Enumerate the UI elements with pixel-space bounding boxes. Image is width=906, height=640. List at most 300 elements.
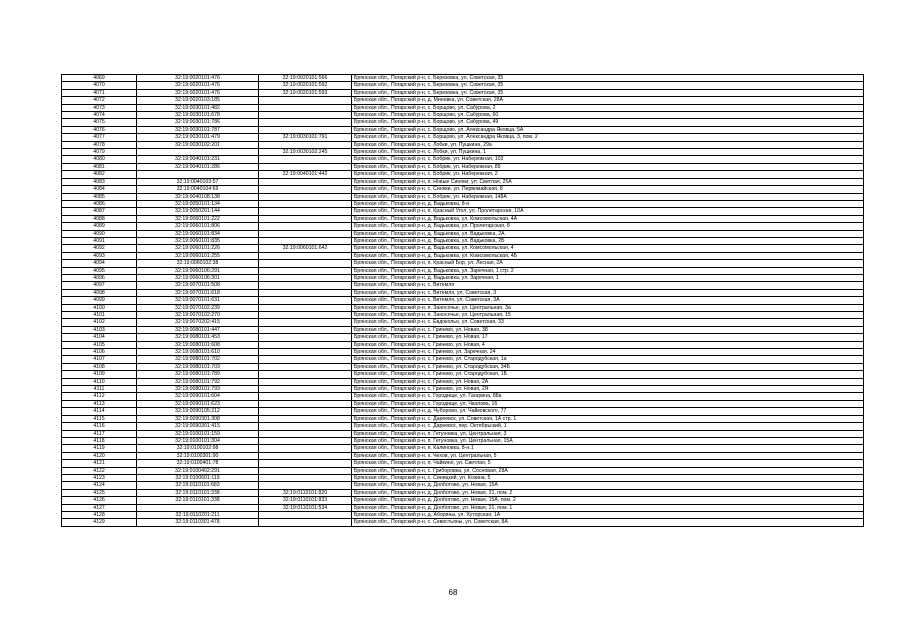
address-cell: Брянская обл., Погарский р-н, д. Долботово, ул. Новая, 21, пом. 1 bbox=[352, 504, 864, 511]
parent-cadastral-number-cell bbox=[259, 400, 352, 407]
parent-cadastral-number-cell bbox=[259, 378, 352, 385]
table-row bbox=[62, 519, 864, 526]
cadastral-number-cell: 32:19:0030101:482 bbox=[137, 104, 259, 111]
table-row bbox=[62, 178, 864, 185]
parent-cadastral-number-cell bbox=[259, 163, 352, 170]
cadastral-number-cell: 32:19:0030101:787 bbox=[137, 126, 259, 133]
parent-cadastral-number-cell: 32:19:0020101:566 bbox=[259, 75, 352, 82]
address-cell: Брянская обл., Погарский р-н, д. Чуборово, ул. Чайковского, 77 bbox=[352, 408, 864, 415]
parent-cadastral-number-cell bbox=[259, 215, 352, 222]
table-row bbox=[62, 193, 864, 200]
row-number-cell: 4124 bbox=[62, 482, 137, 489]
cadastral-number-cell: 32:19:0110101:683 bbox=[137, 482, 259, 489]
cadastral-number-cell: 32:19:0060102:38 bbox=[137, 260, 259, 267]
row-number-cell: 4116 bbox=[62, 423, 137, 430]
table-row bbox=[62, 489, 864, 496]
row-number-cell: 4115 bbox=[62, 415, 137, 422]
cadastral-number-cell: 32:19:0090101:623 bbox=[137, 400, 259, 407]
table-row bbox=[62, 156, 864, 163]
table-row bbox=[62, 371, 864, 378]
cadastral-number-cell: 32:19:0110201:211 bbox=[137, 511, 259, 518]
parent-cadastral-number-cell bbox=[259, 437, 352, 444]
table-row bbox=[62, 267, 864, 274]
address-cell: Брянская обл., Погарский р-н, п. Заносочье, ул. Центральная, 3а bbox=[352, 304, 864, 311]
address-cell: Брянская обл., Погарский р-н, с. Городище, ул. Гагарина, 88а bbox=[352, 393, 864, 400]
parent-cadastral-number-cell bbox=[259, 237, 352, 244]
cadastral-number-cell bbox=[137, 149, 259, 156]
cadastral-number-cell: 32:19:0040108:138 bbox=[137, 193, 259, 200]
address-cell: Брянская обл., Погарский р-н, д. Вадьковка, ул. Вадьковка, 2А bbox=[352, 230, 864, 237]
row-number-cell: 4070 bbox=[62, 82, 137, 89]
row-number-cell: 4095 bbox=[62, 267, 137, 274]
parent-cadastral-number-cell: 32:19:0110101:820 bbox=[259, 489, 352, 496]
address-cell: Брянская обл., Погарский р-н, п. Новые Синяки, ул. Светлая, 25А bbox=[352, 178, 864, 185]
cadastral-number-cell: 32:19:0080101:702 bbox=[137, 356, 259, 363]
address-cell: Брянская обл., Погарский р-н, д. Долботово, ул. Новая, 15А bbox=[352, 482, 864, 489]
row-number-cell: 4076 bbox=[62, 126, 137, 133]
address-cell: Брянская обл., Погарский р-н, п. Красный Угол, ул. Пролетарская, 10А bbox=[352, 208, 864, 215]
parent-cadastral-number-cell bbox=[259, 230, 352, 237]
cadastral-number-cell: 32:19:0090105:212 bbox=[137, 408, 259, 415]
parent-cadastral-number-cell bbox=[259, 104, 352, 111]
parent-cadastral-number-cell bbox=[259, 519, 352, 526]
address-cell: Брянская обл., Погарский р-н, п. Гетуновка, ул. Центральная, 15А bbox=[352, 437, 864, 444]
parent-cadastral-number-cell bbox=[259, 341, 352, 348]
address-cell: Брянская обл., Погарский р-н, х. Чехов, ул. Центральная, 5 bbox=[352, 452, 864, 459]
row-number-cell: 4080 bbox=[62, 156, 137, 163]
cadastral-number-cell: 32:19:0100101:159 bbox=[137, 430, 259, 437]
row-number-cell: 4123 bbox=[62, 474, 137, 481]
row-number-cell: 4100 bbox=[62, 304, 137, 311]
cadastral-number-cell: 32:19:0020103:185 bbox=[137, 97, 259, 104]
row-number-cell: 4127 bbox=[62, 504, 137, 511]
table-row bbox=[62, 97, 864, 104]
parent-cadastral-number-cell: 32:19:0110101:833 bbox=[259, 497, 352, 504]
row-number-cell: 4087 bbox=[62, 208, 137, 215]
address-cell: Брянская обл., Погарский р-н, с. Гринево, ул. Стародубская, 1а bbox=[352, 356, 864, 363]
row-number-cell: 4072 bbox=[62, 97, 137, 104]
address-cell: Брянская обл., Погарский р-н, с. Гринево, ул. Стародубская, 1Б bbox=[352, 371, 864, 378]
parent-cadastral-number-cell bbox=[259, 423, 352, 430]
row-number-cell: 4086 bbox=[62, 200, 137, 207]
parent-cadastral-number-cell: 32:19:0030101:791 bbox=[259, 134, 352, 141]
row-number-cell: 4104 bbox=[62, 334, 137, 341]
row-number-cell: 4078 bbox=[62, 141, 137, 148]
cadastral-number-cell: 32:19:0090301:415 bbox=[137, 423, 259, 430]
parent-cadastral-number-cell bbox=[259, 511, 352, 518]
table-row bbox=[62, 482, 864, 489]
parent-cadastral-number-cell bbox=[259, 393, 352, 400]
parent-cadastral-number-cell bbox=[259, 274, 352, 281]
cadastral-number-cell: 32:19:0020101:476 bbox=[137, 82, 259, 89]
table-row bbox=[62, 186, 864, 193]
cadastral-number-cell: 32:19:0070101:508 bbox=[137, 282, 259, 289]
table-row bbox=[62, 467, 864, 474]
row-number-cell: 4073 bbox=[62, 104, 137, 111]
table-row bbox=[62, 252, 864, 259]
table-row bbox=[62, 437, 864, 444]
table-row bbox=[62, 237, 864, 244]
row-number-cell: 4122 bbox=[62, 467, 137, 474]
address-cell: Брянская обл., Погарский р-н, с. Синяки, ул. Первомайская, 8 bbox=[352, 186, 864, 193]
address-cell: Брянская обл., Погарский р-н, с. Березовка, ул. Советская, 35 bbox=[352, 82, 864, 89]
address-cell: Брянская обл., Погарский р-н, с. Евдокольо, ул. Советская, 33 bbox=[352, 319, 864, 326]
row-number-cell: 4128 bbox=[62, 511, 137, 518]
address-cell: Брянская обл., Погарский р-н, д. Вадьковка, ул. Заречная, 1 bbox=[352, 274, 864, 281]
parent-cadastral-number-cell bbox=[259, 112, 352, 119]
cadastral-number-cell: 32:19:0030102:201 bbox=[137, 141, 259, 148]
parent-cadastral-number-cell bbox=[259, 260, 352, 267]
parent-cadastral-number-cell bbox=[259, 156, 352, 163]
parent-cadastral-number-cell bbox=[259, 326, 352, 333]
address-cell: Брянская обл., Погарский р-н, с. Гринево, ул. Новая, 17 bbox=[352, 334, 864, 341]
table-row bbox=[62, 223, 864, 230]
address-cell: Брянская обл., Погарский р-н, с. Гринево, ул. Новая, 2А bbox=[352, 378, 864, 385]
table-row bbox=[62, 75, 864, 82]
row-number-cell: 4089 bbox=[62, 223, 137, 230]
row-number-cell: 4129 bbox=[62, 519, 137, 526]
table-row bbox=[62, 141, 864, 148]
parent-cadastral-number-cell: 32:19:0040101:442 bbox=[259, 171, 352, 178]
cadastral-number-cell: 32:19:0040101:286 bbox=[137, 163, 259, 170]
row-number-cell: 4081 bbox=[62, 163, 137, 170]
table-row bbox=[62, 104, 864, 111]
cadastral-number-cell: 32:19:0040104:69 bbox=[137, 186, 259, 193]
table-row bbox=[62, 326, 864, 333]
row-number-cell: 4126 bbox=[62, 497, 137, 504]
parent-cadastral-number-cell bbox=[259, 356, 352, 363]
row-number-cell: 4106 bbox=[62, 349, 137, 356]
parent-cadastral-number-cell bbox=[259, 312, 352, 319]
parent-cadastral-number-cell bbox=[259, 474, 352, 481]
table-row bbox=[62, 334, 864, 341]
table-row bbox=[62, 378, 864, 385]
parent-cadastral-number-cell bbox=[259, 452, 352, 459]
parent-cadastral-number-cell bbox=[259, 297, 352, 304]
registry-table-body bbox=[62, 75, 864, 527]
table-row bbox=[62, 341, 864, 348]
parent-cadastral-number-cell bbox=[259, 119, 352, 126]
cadastral-number-cell: 32:19:0060101:222 bbox=[137, 215, 259, 222]
cadastral-number-cell: 32:19:0100101:304 bbox=[137, 437, 259, 444]
table-row bbox=[62, 400, 864, 407]
parent-cadastral-number-cell bbox=[259, 304, 352, 311]
parent-cadastral-number-cell bbox=[259, 267, 352, 274]
table-row bbox=[62, 112, 864, 119]
cadastral-number-cell: 32:19:0080101:447 bbox=[137, 326, 259, 333]
cadastral-number-cell: 32:19:0060101:806 bbox=[137, 223, 259, 230]
parent-cadastral-number-cell bbox=[259, 252, 352, 259]
cadastral-number-cell: 32:19:0020101:476 bbox=[137, 89, 259, 96]
cadastral-number-cell: 32:19:0060101:834 bbox=[137, 230, 259, 237]
parent-cadastral-number-cell bbox=[259, 193, 352, 200]
address-cell: Брянская обл., Погарский р-н, с. Гринево, ул. Новая, 2Я bbox=[352, 386, 864, 393]
parent-cadastral-number-cell bbox=[259, 289, 352, 296]
row-number-cell: 4098 bbox=[62, 289, 137, 296]
address-cell: Брянская обл., Погарский р-н, д. Вадьковка, ул. Комсомольская, 4Б bbox=[352, 252, 864, 259]
table-row bbox=[62, 134, 864, 141]
property-registry-table bbox=[61, 74, 864, 527]
address-cell: Брянская обл., Погарский р-н, с. Дареевск, пер. Октябрьский, 1 bbox=[352, 423, 864, 430]
row-number-cell: 4094 bbox=[62, 260, 137, 267]
parent-cadastral-number-cell bbox=[259, 460, 352, 467]
cadastral-number-cell: 32:19:0080101:453 bbox=[137, 334, 259, 341]
cadastral-number-cell: 32:19:0050101:134 bbox=[137, 200, 259, 207]
address-cell: Брянская обл., Погарский р-н, с. Березовка, ул. Советская, 35 bbox=[352, 89, 864, 96]
address-cell: Брянская обл., Погарский р-н, с. Витемля, ул. Советская, 3А bbox=[352, 297, 864, 304]
row-number-cell: 4105 bbox=[62, 341, 137, 348]
row-number-cell: 4093 bbox=[62, 252, 137, 259]
row-number-cell: 4069 bbox=[62, 75, 137, 82]
registry-sheet bbox=[61, 74, 864, 527]
cadastral-number-cell: 32:19:0050201:144 bbox=[137, 208, 259, 215]
parent-cadastral-number-cell bbox=[259, 482, 352, 489]
table-row bbox=[62, 430, 864, 437]
cadastral-number-cell: 32:19:0080101:608 bbox=[137, 341, 259, 348]
address-cell: Брянская обл., Погарский р-н, с. Борщово, ул. Сабуровa, 2 bbox=[352, 104, 864, 111]
parent-cadastral-number-cell bbox=[259, 126, 352, 133]
cadastral-number-cell: 32:19:0100102:98 bbox=[137, 445, 259, 452]
row-number-cell: 4102 bbox=[62, 319, 137, 326]
address-cell: Брянская обл., Погарский р-н, с. Березовка, ул. Советская, 35 bbox=[352, 75, 864, 82]
table-row bbox=[62, 119, 864, 126]
table-row bbox=[62, 208, 864, 215]
address-cell: Брянская обл., Погарский р-н, п. Чайкино, ул. Светлая, 5 bbox=[352, 460, 864, 467]
table-row bbox=[62, 312, 864, 319]
cadastral-number-cell: 32:19:0090301:308 bbox=[137, 415, 259, 422]
table-row bbox=[62, 297, 864, 304]
parent-cadastral-number-cell bbox=[259, 430, 352, 437]
parent-cadastral-number-cell bbox=[259, 467, 352, 474]
row-number-cell: 4108 bbox=[62, 363, 137, 370]
address-cell: Брянская обл., Погарский р-н, д. Вадьковка, ул. Вадьковка, 2Б bbox=[352, 237, 864, 244]
address-cell: Брянская обл., Погарский р-н, с. Бобрик, ул. Набережная, 103 bbox=[352, 156, 864, 163]
table-row bbox=[62, 274, 864, 281]
cadastral-number-cell: 32:19:0100601:119 bbox=[137, 474, 259, 481]
address-cell: Брянская обл., Погарский р-н, с. Гринево, ул. Заречная, 24 bbox=[352, 349, 864, 356]
row-number-cell: 4103 bbox=[62, 326, 137, 333]
table-row bbox=[62, 415, 864, 422]
address-cell: Брянская обл., Погарский р-н, д. Долботово, ул. Новая, 21, пом. 2 bbox=[352, 489, 864, 496]
parent-cadastral-number-cell bbox=[259, 408, 352, 415]
table-row bbox=[62, 452, 864, 459]
parent-cadastral-number-cell bbox=[259, 141, 352, 148]
table-row bbox=[62, 474, 864, 481]
table-row bbox=[62, 126, 864, 133]
cadastral-number-cell: 32:19:0030101:678 bbox=[137, 112, 259, 119]
parent-cadastral-number-cell bbox=[259, 186, 352, 193]
address-cell: Брянская обл., Погарский р-н, д. Вадьковка, ул. Комсомольская, 4А bbox=[352, 215, 864, 222]
row-number-cell: 4090 bbox=[62, 230, 137, 237]
parent-cadastral-number-cell bbox=[259, 223, 352, 230]
table-row bbox=[62, 200, 864, 207]
parent-cadastral-number-cell: 32:19:0060101:642 bbox=[259, 245, 352, 252]
row-number-cell: 4109 bbox=[62, 371, 137, 378]
table-row bbox=[62, 497, 864, 504]
row-number-cell: 4113 bbox=[62, 400, 137, 407]
parent-cadastral-number-cell: 32:19:0020101:593 bbox=[259, 89, 352, 96]
address-cell: Брянская обл., Погарский р-н, с. Бобрик, ул. Набережная, 2 bbox=[352, 171, 864, 178]
cadastral-number-cell: 32:19:0020101:476 bbox=[137, 75, 259, 82]
row-number-cell: 4097 bbox=[62, 282, 137, 289]
address-cell: Брянская обл., Погарский р-н, с. Борщово, ул. Сабурова, 49 bbox=[352, 119, 864, 126]
cadastral-number-cell: 32:19:0070101:618 bbox=[137, 289, 259, 296]
parent-cadastral-number-cell bbox=[259, 363, 352, 370]
table-row bbox=[62, 393, 864, 400]
address-cell: Брянская обл., Погарский р-н, д. Вадьковка, ул. Пролетарская, 8 bbox=[352, 223, 864, 230]
cadastral-number-cell: 32:19:0080101:703 bbox=[137, 363, 259, 370]
table-row bbox=[62, 460, 864, 467]
address-cell: Брянская обл., Погарский р-н, с. Витемля bbox=[352, 282, 864, 289]
cadastral-number-cell: 32:19:0100402:291 bbox=[137, 467, 259, 474]
parent-cadastral-number-cell: 32:19:0110101:534 bbox=[259, 504, 352, 511]
cadastral-number-cell: 32:19:0080101:789 bbox=[137, 371, 259, 378]
cadastral-number-cell: 32:19:0060106:301 bbox=[137, 274, 259, 281]
row-number-cell: 4120 bbox=[62, 452, 137, 459]
row-number-cell: 4085 bbox=[62, 193, 137, 200]
parent-cadastral-number-cell bbox=[259, 415, 352, 422]
address-cell: Брянская обл., Погарский р-н, д. Вадьковка, 8-н bbox=[352, 200, 864, 207]
parent-cadastral-number-cell bbox=[259, 386, 352, 393]
cadastral-number-cell bbox=[137, 504, 259, 511]
table-row bbox=[62, 149, 864, 156]
row-number-cell: 4111 bbox=[62, 386, 137, 393]
cadastral-number-cell: 32:19:0100401:78 bbox=[137, 460, 259, 467]
address-cell: Брянская обл., Погарский р-н, с. Гриневo, ул. Новая, 38 bbox=[352, 326, 864, 333]
cadastral-number-cell: 32:19:0100301:90 bbox=[137, 452, 259, 459]
cadastral-number-cell: 32:19:0060101:255 bbox=[137, 252, 259, 259]
table-row bbox=[62, 215, 864, 222]
table-row bbox=[62, 230, 864, 237]
cadastral-number-cell: 32:19:0090101:604 bbox=[137, 393, 259, 400]
table-row bbox=[62, 356, 864, 363]
cadastral-number-cell: 32:19:0040101:231 bbox=[137, 156, 259, 163]
address-cell: Брянская обл., Погарский р-н, с. Лобки, ул. Пушкина, 1 bbox=[352, 149, 864, 156]
row-number-cell: 4082 bbox=[62, 171, 137, 178]
table-row bbox=[62, 386, 864, 393]
table-row bbox=[62, 445, 864, 452]
table-row bbox=[62, 245, 864, 252]
address-cell: Брянская обл., Погарский р-н, с. Севостьяны, ул. Советская, 8А bbox=[352, 519, 864, 526]
row-number-cell: 4099 bbox=[62, 297, 137, 304]
table-row bbox=[62, 511, 864, 518]
row-number-cell: 4121 bbox=[62, 460, 137, 467]
parent-cadastral-number-cell bbox=[259, 349, 352, 356]
address-cell: Брянская обл., Погарский р-н, с. Лобки, ул. Пушкина, 29а bbox=[352, 141, 864, 148]
row-number-cell: 4084 bbox=[62, 186, 137, 193]
address-cell: Брянская обл., Погарский р-н, с. Витемля, ул. Советская, 3 bbox=[352, 289, 864, 296]
address-cell: Брянская обл., Погарский р-н, с. Борщово, ул. Сабурова, 60 bbox=[352, 112, 864, 119]
parent-cadastral-number-cell bbox=[259, 97, 352, 104]
address-cell: Брянская обл., Погарский р-н, д. Долботово, ул. Новая, 15А, пом. 2 bbox=[352, 497, 864, 504]
row-number-cell: 4083 bbox=[62, 178, 137, 185]
cadastral-number-cell: 32:19:0070102:270 bbox=[137, 312, 259, 319]
address-cell: Брянская обл., Погарский р-н, с. Гринево, ул. Стародубская, 34Б bbox=[352, 363, 864, 370]
cadastral-number-cell: 32:19:0030101:786 bbox=[137, 119, 259, 126]
cadastral-number-cell: 32:19:0070102:239 bbox=[137, 304, 259, 311]
row-number-cell: 4079 bbox=[62, 149, 137, 156]
row-number-cell: 4101 bbox=[62, 312, 137, 319]
address-cell: Брянская обл., Погарский р-н, п. Калиновка, 8-н.1 bbox=[352, 445, 864, 452]
row-number-cell: 4125 bbox=[62, 489, 137, 496]
cadastral-number-cell: 32:19:0110301:478 bbox=[137, 519, 259, 526]
cadastral-number-cell: 32:19:0070202:415 bbox=[137, 319, 259, 326]
address-cell: Брянская обл., Погарский р-н, с. Гриборовка, ул. Сосновая, 28А bbox=[352, 467, 864, 474]
table-row bbox=[62, 408, 864, 415]
row-number-cell: 4110 bbox=[62, 378, 137, 385]
row-number-cell: 4096 bbox=[62, 274, 137, 281]
parent-cadastral-number-cell bbox=[259, 319, 352, 326]
row-number-cell: 4077 bbox=[62, 134, 137, 141]
parent-cadastral-number-cell: 32:19:0020101:592 bbox=[259, 82, 352, 89]
row-number-cell: 4114 bbox=[62, 408, 137, 415]
cadastral-number-cell bbox=[137, 171, 259, 178]
cadastral-number-cell: 32:19:0080101:610 bbox=[137, 349, 259, 356]
row-number-cell: 4112 bbox=[62, 393, 137, 400]
cadastral-number-cell: 32:19:0070101:631 bbox=[137, 297, 259, 304]
row-number-cell: 4075 bbox=[62, 119, 137, 126]
row-number-cell: 4088 bbox=[62, 215, 137, 222]
row-number-cell: 4119 bbox=[62, 445, 137, 452]
cadastral-number-cell: 32:19:0060106:291 bbox=[137, 267, 259, 274]
address-cell: Брянская обл., Погарский р-н, с. Синицкий, ул. Козина, 5 bbox=[352, 474, 864, 481]
row-number-cell: 4107 bbox=[62, 356, 137, 363]
parent-cadastral-number-cell bbox=[259, 445, 352, 452]
row-number-cell: 4071 bbox=[62, 89, 137, 96]
cadastral-number-cell: 32:19:0080101:793 bbox=[137, 386, 259, 393]
row-number-cell: 4092 bbox=[62, 245, 137, 252]
cadastral-number-cell: 32:19:0040103:57 bbox=[137, 178, 259, 185]
table-row bbox=[62, 363, 864, 370]
address-cell: Брянская обл., Погарский р-н, д. Миновка, ул. Советская, 28А bbox=[352, 97, 864, 104]
address-cell: Брянская обл., Погарский р-н, д. Вадьковка, ул. Комсомольская, 4 bbox=[352, 245, 864, 252]
address-cell: Брянская обл., Погарский р-н, п. Гетуновка, ул. Центральная, 3 bbox=[352, 430, 864, 437]
table-row bbox=[62, 319, 864, 326]
parent-cadastral-number-cell bbox=[259, 371, 352, 378]
table-row bbox=[62, 504, 864, 511]
table-row bbox=[62, 423, 864, 430]
parent-cadastral-number-cell: 32:19:0030102:245 bbox=[259, 149, 352, 156]
row-number-cell: 4118 bbox=[62, 437, 137, 444]
row-number-cell: 4074 bbox=[62, 112, 137, 119]
cadastral-number-cell: 32:19:0080101:792 bbox=[137, 378, 259, 385]
page-number: 68 bbox=[448, 588, 458, 597]
address-cell: Брянская обл., Погарский р-н, с. Борщово, ул. Александра Яковца, 3, пом. 2 bbox=[352, 134, 864, 141]
address-cell: Брянская обл., Погарский р-н, с. Городище, ул. Чкалова, 16 bbox=[352, 400, 864, 407]
row-number-cell: 4091 bbox=[62, 237, 137, 244]
table-row bbox=[62, 163, 864, 170]
table-row bbox=[62, 171, 864, 178]
address-cell: Брянская обл., Погарский р-н, с. Бобрик, ул. Набережная, 89 bbox=[352, 163, 864, 170]
parent-cadastral-number-cell bbox=[259, 282, 352, 289]
table-row bbox=[62, 282, 864, 289]
cadastral-number-cell: 32:19:0030101:479 bbox=[137, 134, 259, 141]
parent-cadastral-number-cell bbox=[259, 334, 352, 341]
table-row bbox=[62, 304, 864, 311]
table-row bbox=[62, 349, 864, 356]
cadastral-number-cell: 32:19:0110101:338 bbox=[137, 489, 259, 496]
address-cell: Брянская обл., Погарский р-н, с. Бобрик, ул. Набережная, 148А bbox=[352, 193, 864, 200]
table-row bbox=[62, 260, 864, 267]
address-cell: Брянская обл., Погарский р-н, с. Дареевск, ул. Советская, 1А стр. 1 bbox=[352, 415, 864, 422]
parent-cadastral-number-cell bbox=[259, 208, 352, 215]
address-cell: Брянская обл., Погарский р-н, с. Гринево, ул. Новая, 4 bbox=[352, 341, 864, 348]
cadastral-number-cell: 32:19:0110101:338 bbox=[137, 497, 259, 504]
address-cell: Брянская обл., Погарский р-н, п. Красный Бор, ул. Лесная, 2А bbox=[352, 260, 864, 267]
parent-cadastral-number-cell bbox=[259, 200, 352, 207]
address-cell: Брянская обл., Погарский р-н, д. Аборяны, ул. Хуторская, 1А bbox=[352, 511, 864, 518]
row-number-cell: 4117 bbox=[62, 430, 137, 437]
